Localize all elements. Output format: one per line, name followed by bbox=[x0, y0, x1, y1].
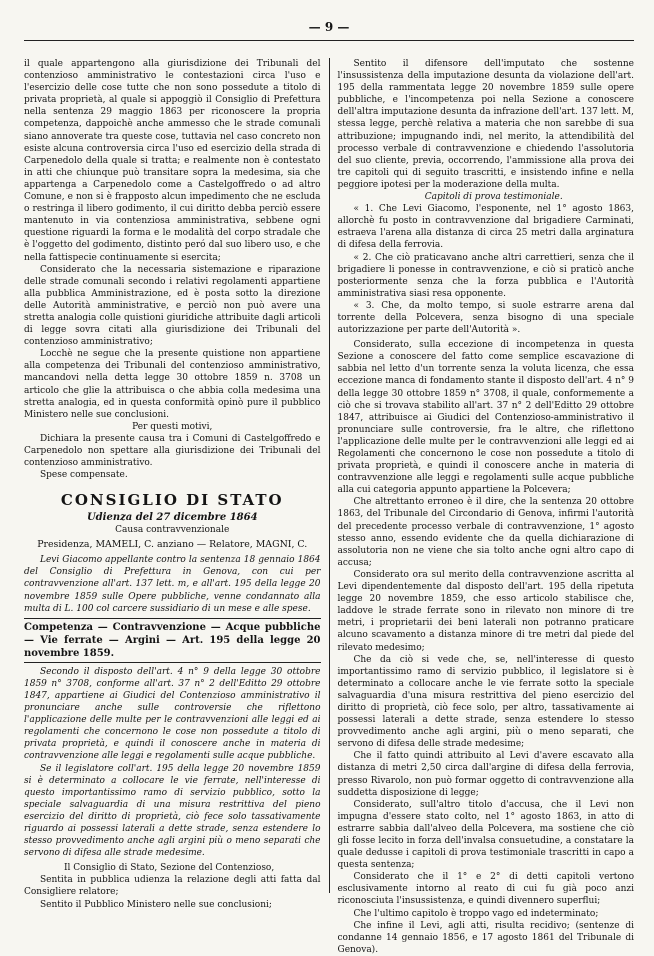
dispositivo: Dichiara la presente causa tra i Comuni di Castelgoffredo e Carpenedolo non spettare alla giurisdizione dei Tribunali del contenzioso amministrativo. bbox=[24, 433, 321, 469]
massima-paragraph: Secondo il disposto dell'art. 4 n° 9 della legge 30 ottobre 1859 n° 3708, conforme all'art. 37 n° 2 dell'Editto 29 ottobre 1847, appartiene ai Giudici del Contenzioso amministrativo il pronunciare anche sulle controversie che riflettono l'applicazione delle multe per le contravvenzioni alle leggi ed ai regolamenti che concernono le cose non possedute a titolo di privata proprietà, e quindi il conoscere anche in materia di contravvenzione alle leggi e regolamenti sulle acque pubbliche. bbox=[24, 666, 321, 762]
capitolo: « 1. Che Levi Giacomo, l'esponente, nel 1° agosto 1863, allorchè fu posto in contravvenzione dal brigadiere Carminati, estraeva l'arena alla distanza di circa 25 metri dalla arginatura di difesa della ferrovia. bbox=[337, 204, 634, 251]
page-header bbox=[24, 20, 634, 42]
right-paragraph: Che l'ultimo capitolo è troppo vago ed indeterminato; bbox=[353, 908, 599, 919]
spese: Spese compensate. bbox=[40, 470, 128, 481]
capitolo: « 2. Che ciò praticavano anche altri carrettieri, senza che il brigadiere li ponesse in contravvenzione, e ciò si praticò anche posteriormente senza che la forza pubblica e l'Autorità amministrativa siasi resa opponente. bbox=[337, 252, 634, 299]
left-paragraph: Locchè ne segue che la presente quistione non appartiene alla competenza dei Tribunali del contenzioso amministrativo, mancandovi nella detta legge 30 ottobre 1859 n. 3708 un articolo che glie la attribuisca o che abbia colla medesima una stretta analogia, ed in questa conformità opinò pure il pubblico Ministero nelle sue conclusioni. bbox=[24, 349, 321, 420]
right-paragraph: Che altrettanto erroneo è il dire, che la sentenza 20 ottobre 1863, del Tribunale del Circondario di Genova, infirmi l'autorità del precedente processo verbale di contravvenzione, 1° agosto stesso anno, essendo evidente che da quella dichiarazione di assolutoria non ne viene che sia tolto anche ogni altro capo di accusa; bbox=[337, 497, 634, 568]
right-column bbox=[337, 58, 635, 955]
right-paragraph: Sentito il difensore dell'imputato che sostenne l'insussistenza della imputazione desunta da violazione dell'art. 195 della rammentata legge 20 novembre 1859 sulle opere pubbliche, e l'incompetenza poi nella Sezione a conoscere dell'altra imputazione desunta da infrazione dell'art. 137 lett. M, stessa legge, perchè relativa a materia che non sarebbe di sua attribuzione; impugnando indi, nel merito, la attendibilità del processo verbale di contravvenzione e chiedendo l'assolutoria del suo cliente, previa, occorrendo, l'ammissione alla prova dei tre capitoli qui di seguito trascritti, e insistendo infine e nella peggiore ipotesi per la moderazione della multa. bbox=[337, 59, 634, 190]
left-paragraph: il quale appartengono alla giurisdizione dei Tribunali del contenzioso amministrativo le contestazioni circa l'uso e l'esercizio delle cose tutte che non sono possedute a titolo di privata proprietà, al quale si appoggiò il Consiglio di Prefettura nella sentenza 29 maggio 1863 per riconoscere la propria competenza, dappoichè anche ammesso che le strade comunali siano annoverate tra queste cose, tuttavia nel caso concreto non esiste alcuna controversia circa l'uso ed esercizio della strada di Carpenedolo della quale si tratta; e realmente non è contestato in atti che chiunque può transitare sopra la medesima, sia che appartenga a Carpenedolo come a Castelgoffredo o ad altro Comune, e non si è frapposto alcun impedimento che ne escluda o restringa il libero godimento, il cui diritto debba perciò essere mantenuto in via contenziosa amministrativa, sebbene ogni questione riguardi la forma e le modalità del corpo stradale che è l'oggetto del godimento, distinto peró dal suo libero uso, e che nella fattispecie continuamente si esercita; bbox=[24, 59, 321, 263]
capitolo: « 3. Che, da molto tempo, si suole estrarre arena dal torrente della Polcevera, senza bisogno di una speciale autorizzazione per parte dell'Autorità ». bbox=[337, 300, 634, 336]
right-paragraph: Che infine il Levi, agli atti, risulta recidivo; (sentenze di condanne 14 gennaio 1856, e 17 agosto 1861 del Tribunale di Genova). bbox=[337, 920, 634, 955]
massima bbox=[24, 666, 321, 860]
right-paragraph: Considerato, sulla eccezione di incompetenza in questa Sezione a conoscere del fatto come semplice escavazione di sabbia nel letto d'un torrente senza la voluta licenza, che essa eccezione manca di fondamento stante il disposto dell'art. 4 n° 9 della legge 30 ottobre 1859 n° 3708, il quale, conformemente a ciò che si trovava stabilito all'art. 37 n° 2 dell'Editto 29 ottobre 1847, attribuisce ai Giudici del Contenzioso-amministrativo il pronunciare sulle controversie, fra le altre, che riflettono l'applicazione delle multe per le contravvenzioni alle leggi ed ai Regolamenti che concernono le cose non possedute a titolo di privata proprietà, e quindi il conoscere anche in materia di contravvenzione alle leggi e regolamenti sulle acque pubbliche alla cui categoria appunto appartiene la Polcevera; bbox=[337, 340, 634, 496]
column-divider bbox=[329, 58, 330, 893]
case-type: Causa contravvenzionale bbox=[115, 525, 230, 536]
header-rule bbox=[24, 40, 634, 41]
left-paragraph: Considerato che la necessaria sistemazione e riparazione delle strade comunali secondo i relativi regolamenti appartiene alla pubblica Amministrazione, ed è posta sotto la direzione delle Autorità amministrative, e perciò non può avere una stretta analogia colle quistioni giuridiche attribuite dagli articoli di legge sovra citati alla giurisdizione dei Tribunali del contenzioso amministrativo; bbox=[24, 264, 321, 348]
closing-line: Sentito il Pubblico Ministero nelle sue conclusioni; bbox=[40, 899, 272, 910]
right-paragraph: Considerato che il 1° e 2° di detti capitoli vertono esclusivamente intorno al reato di cui fu già poco anzi riconosciuta l'insussistenza, e quindi divennero superflui; bbox=[337, 872, 634, 907]
massima-paragraph: Se il legislatore coll'art. 195 della legge 20 novembre 1859 si è determinato a collocare le vie ferrate, nell'interesse di questo importantissimo ramo di servizio pubblico, sotto la speciale salvaguardia di una misura restrittiva del pieno esercizio del diritto di proprietà, ciò fece solo tassativamente riguardo ai possessi laterali a dette strade, senza estendere lo stesso provvedimento anche agli argini più o meno separati che servono di difesa alle strade medesime. bbox=[24, 763, 321, 859]
closing-line: Il Consiglio di Stato, Sezione del Contenzioso, bbox=[64, 863, 275, 874]
page-number: — 9 — bbox=[308, 20, 350, 34]
two-column-body bbox=[24, 58, 634, 955]
presidency: Presidenza, MAMELI, C. anziano — Relatore, MAGNI, C. bbox=[37, 539, 308, 551]
right-paragraph: Che da ciò si vede che, se, nell'interesse di questo importantissimo ramo di servizio pubblico, il legislatore si è determinato a collocare anche le vie ferrate sotto la speciale salvaguardia d'una misura restrittiva del pieno esercizio del diritto di proprietà, ciò fece solo, per altro, tassativamente ai possessi laterali a dette strade, senza estendere lo stesso provvedimento anche agli argini, più o meno separati, che servono di difesa delle strade medesime; bbox=[337, 654, 634, 750]
right-paragraph: Che il fatto quindi attribuito al Levi d'avere escavato alla distanza di metri 2,50 circa dall'argine di difesa della ferrovia, presso Rivarolo, non può formar oggetto di contravvenzione alla suddetta disposizione di legge; bbox=[337, 751, 634, 798]
capitoli-title: Capitoli di prova testimoniale. bbox=[424, 192, 563, 203]
section-title: CONSIGLIO DI STATO bbox=[60, 491, 284, 510]
per-questi-motivi: Per questi motivi, bbox=[132, 421, 213, 432]
right-paragraph: Considerato, sull'altro titolo d'accusa, che il Levi non impugna d'essere stato colto, nel 1° agosto 1863, in atto di estrarre sabbia dall'alveo della Polcevera, ma sostiene che ciò gli fosse lecito in forza dell'invalsa consuetudine, a constatare la quale dedusse i capitoli di prova testimoniale trascritti in capo a questa sentenza; bbox=[337, 799, 634, 871]
left-column bbox=[24, 58, 321, 910]
case-parties: Levi Giacomo appellante contro la sentenza 18 gennaio 1864 del Consiglio di Prefettura in Genova, con cui per contravvenzione all'art. 137 lett. m, e all'art. 195 della legge 20 novembre 1859 sulle Opere pubbliche, venne condannato alla multa di L. 100 col carcere sussidiario di un mese e alle spese. bbox=[24, 555, 321, 614]
hearing-date: Udienza del 27 dicembre 1864 bbox=[86, 512, 258, 524]
closing-line: Sentita in pubblica udienza la relazione degli atti fatta dal Consigliere relatore; bbox=[24, 875, 321, 898]
right-paragraph: Considerato ora sul merito della contravvenzione ascritta al Levi dipendentemente dal disposto dell'art. 195 della ripetuta legge 20 novembre 1859, che esso articolo stabilisce che, laddove le strade ferrate sono in rilevato non minore di tre metri, i proprietarii dei beni laterali non potranno praticare alcuno scavamento a distanza minore di tre metri dal piede del rilevato medesimo; bbox=[337, 569, 634, 653]
topic-heading: Competenza — Contravvenzione — Acque pubbliche — Vie ferrate — Argini — Art. 195 della legge 20 novembre 1859. bbox=[24, 618, 321, 663]
